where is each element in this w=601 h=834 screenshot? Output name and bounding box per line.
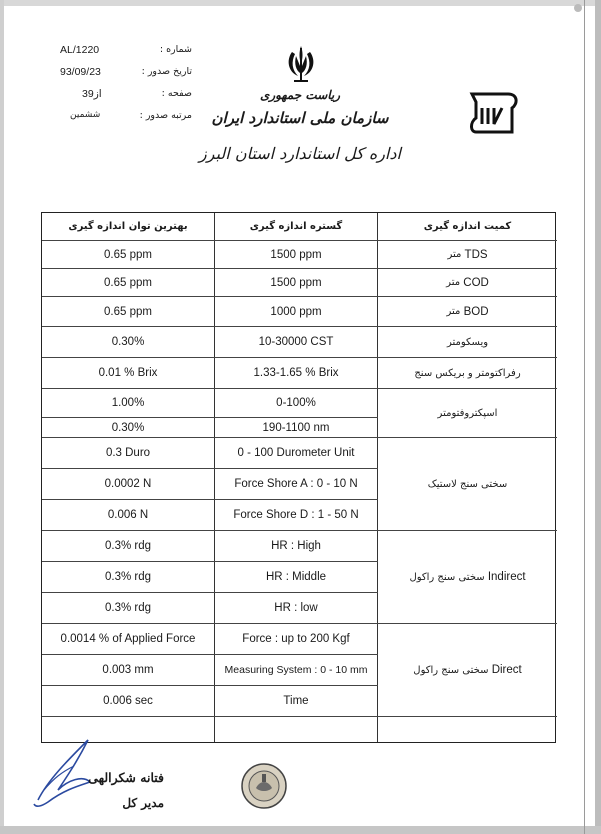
document-meta	[40, 44, 200, 132]
meta-page-row	[40, 88, 200, 110]
header-quantity: کمیت اندازه گیری	[423, 221, 512, 232]
category-viscometer: ویسکومتر	[446, 336, 489, 348]
table-cell-range: Force Shore D : 1 - 50 N	[233, 509, 359, 521]
header-range: گستره اندازه گیری	[249, 221, 343, 232]
table-cell-best: 0.3% rdg	[104, 602, 152, 614]
table-cell-range: 1500 ppm	[270, 248, 322, 261]
table-cell-range: 1500 ppm	[270, 276, 322, 289]
table-cell-range: Time	[283, 695, 309, 707]
category-tds-code: TDS	[464, 248, 488, 261]
signer-title: مدیر کل	[122, 796, 164, 810]
category-refractometer: رفراکتومتر و بریکس سنج	[414, 367, 521, 379]
table-cell-range: 1000 ppm	[270, 305, 322, 318]
table-cell-best: 0.65 ppm	[104, 276, 152, 289]
table-cell-range	[215, 717, 377, 742]
category-bod-unit: متر	[446, 306, 461, 317]
table-cell-range: 10-30000 CST	[258, 336, 334, 348]
category-tds	[378, 241, 557, 268]
table-cell-range: 0-100%	[276, 397, 316, 409]
scan-border-top	[0, 0, 601, 6]
header-organization: سازمان ملی استاندارد ایران	[211, 109, 389, 127]
table-cell-best: 0.30%	[111, 336, 145, 348]
meta-number-row	[40, 44, 200, 66]
meta-number-label: شماره :	[159, 44, 192, 55]
table-cell-best: 0.30%	[111, 421, 145, 434]
category-rockwell-direct	[378, 624, 557, 716]
meta-page-value: 3از9	[82, 88, 102, 100]
table-cell-range: 190-1100 nm	[262, 421, 330, 434]
scan-border-left	[0, 0, 4, 834]
punch-hole-icon	[574, 4, 582, 12]
table-cell-range: Force Shore A : 0 - 10 N	[234, 478, 358, 490]
header-best-capability: بهترین توان اندازه گیری	[68, 221, 188, 232]
category-direct-code: Direct	[491, 664, 522, 676]
table-cell-range: HR : Middle	[265, 571, 327, 583]
meta-number-value: AL/1220	[60, 44, 100, 56]
category-cod	[378, 269, 557, 296]
meta-date-row	[40, 66, 200, 88]
meta-date-label: تاریخ صدور :	[141, 66, 192, 77]
table-cell-range: 0 - 100 Durometer Unit	[237, 447, 355, 459]
meta-issue-label: مرتبه صدور :	[139, 110, 192, 121]
header-department: اداره کل استاندارد استان البرز	[199, 144, 401, 163]
table-cell-best: 1.00%	[111, 397, 145, 409]
table-cell-best: 0.3 Duro	[105, 447, 151, 459]
category-bod-code: BOD	[463, 305, 489, 318]
meta-date-value: 93/09/23	[60, 66, 101, 78]
category-spectrophotometer: اسپکتروفتومتر	[437, 407, 498, 419]
category-rubber-hardness: سختی سنج لاستیک	[427, 478, 508, 490]
category-rockwell-indirect	[378, 531, 557, 623]
iran-emblem-icon	[276, 40, 326, 90]
scan-fold-line	[584, 0, 585, 834]
table-cell-range: HR : High	[271, 540, 321, 552]
table-cell-best: 0.0014 % of Applied Force	[60, 633, 196, 645]
signer-name: فتانه شکرالهی	[88, 770, 164, 785]
scan-border-right	[595, 0, 601, 834]
table-cell-best: 0.3% rdg	[104, 571, 152, 583]
category-tds-unit: متر	[447, 249, 462, 260]
scan-border-bottom	[0, 826, 601, 834]
table-cell-best: 0.006 N	[107, 509, 149, 521]
table-cell-range: HR : low	[274, 602, 318, 614]
table-cell-best: 0.0002 N	[104, 478, 152, 490]
meta-page-label: صفحه :	[161, 88, 192, 99]
category-cod-code: COD	[463, 276, 489, 289]
table-cell-range: 1.33-1.65 % Brix	[253, 367, 339, 379]
table-cell-best: 0.006 sec	[103, 695, 153, 707]
header-presidency: ریاست جمهوری	[259, 88, 341, 102]
category-direct-label: سختی سنج راکول	[413, 664, 489, 676]
table-cell-range: Force : up to 200 Kgf	[242, 633, 350, 645]
isiri-logo-icon	[468, 90, 522, 136]
table-cell-best: 0.003 mm	[102, 664, 154, 676]
meta-issue-value: ششمین	[70, 110, 101, 120]
meta-issue-row	[40, 110, 200, 132]
category-indirect-label: سختی سنج راکول	[409, 571, 485, 583]
category-cod-unit: متر	[446, 277, 461, 288]
official-seal-icon	[240, 762, 288, 810]
table-cell-best: 0.65 ppm	[104, 248, 152, 261]
category-bod	[378, 297, 557, 326]
capability-table	[41, 212, 556, 743]
table-cell-range: Measuring System : 0 - 10 mm	[224, 664, 368, 676]
table-cell-best: 0.3% rdg	[104, 540, 152, 552]
table-cell-best: 0.65 ppm	[104, 305, 152, 318]
table-cell-best: 0.01 % Brix	[98, 367, 158, 379]
category-indirect-code: Indirect	[487, 571, 526, 583]
